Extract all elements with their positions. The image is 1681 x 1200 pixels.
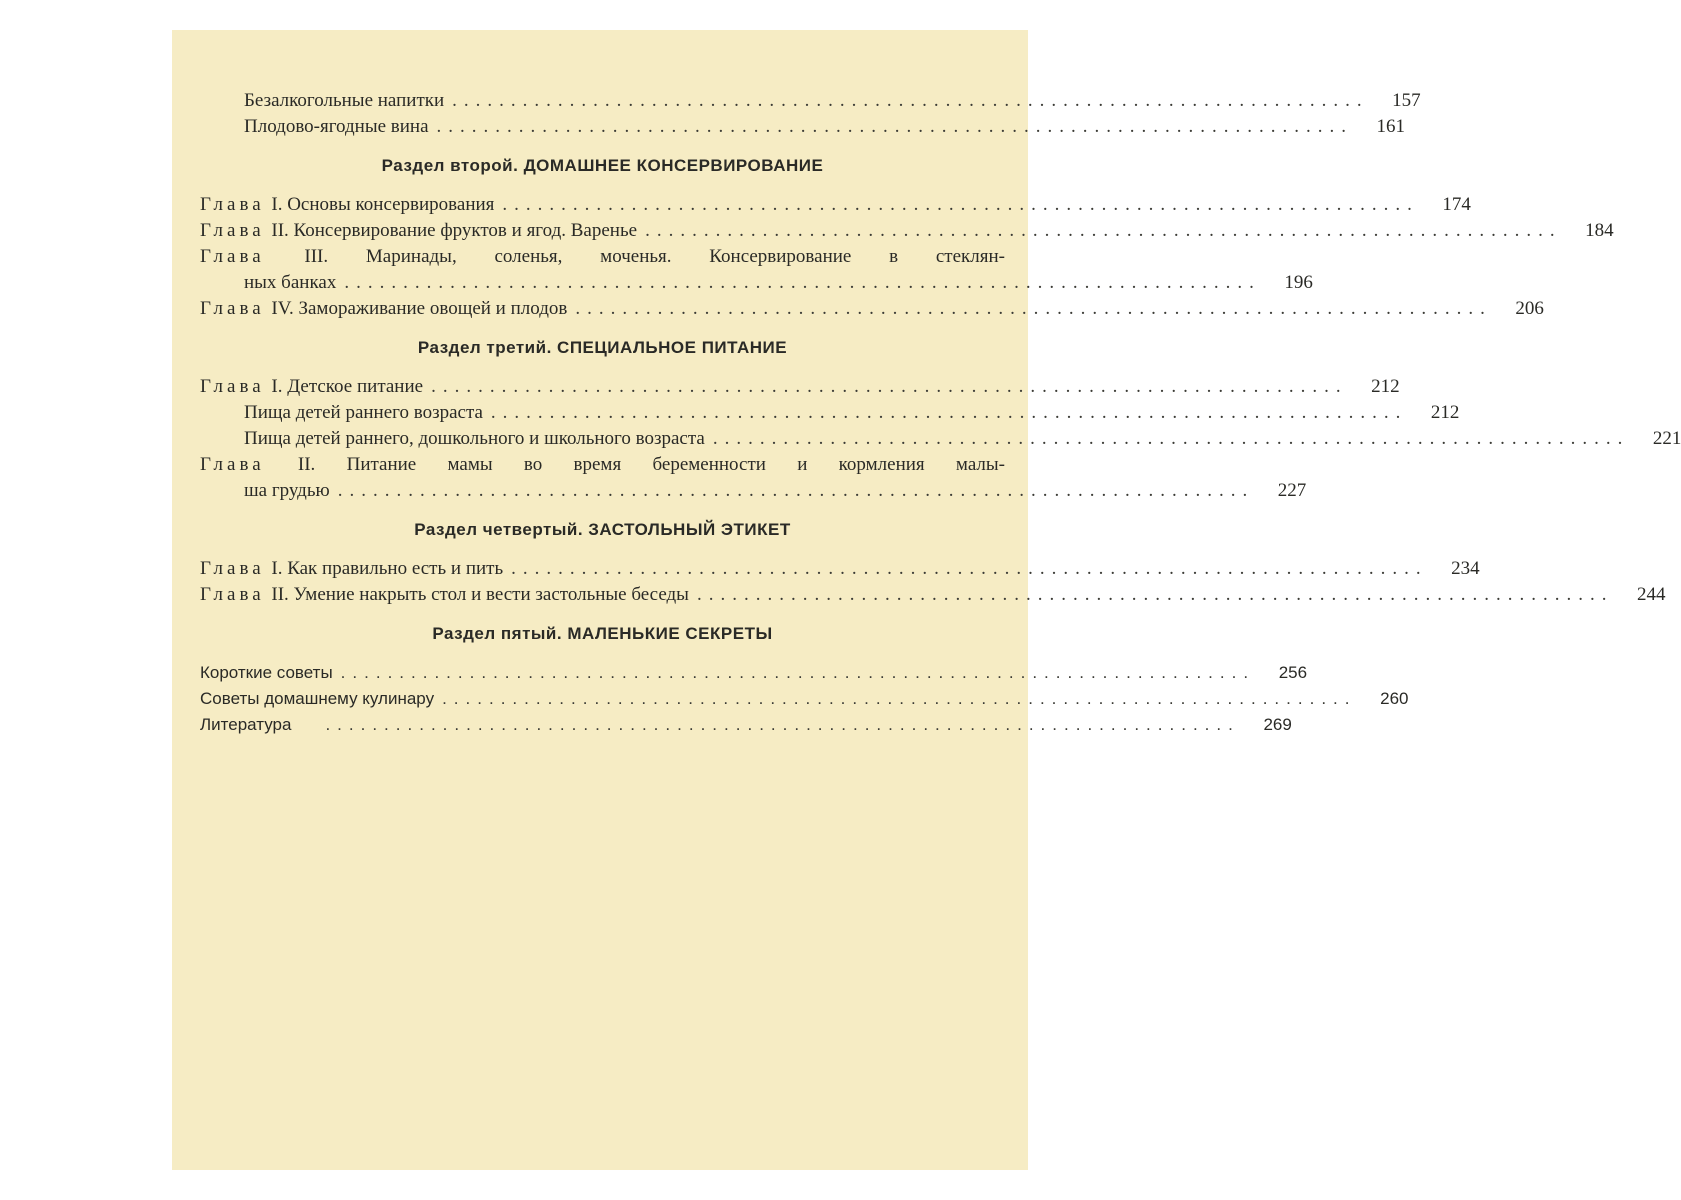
toc-entry-title: Советы домашнему кулинару	[200, 689, 435, 708]
chapter-label: Глава	[200, 298, 265, 319]
toc-page-number: 161	[1376, 116, 1406, 137]
dot-leader: ..............................................................................	[502, 194, 1419, 215]
chapter-title: I. Как правильно есть и пить	[271, 558, 504, 579]
toc-entry-title	[200, 192, 494, 218]
toc-entry[interactable]	[200, 218, 1614, 244]
chapter-label: Глава	[200, 194, 265, 215]
dot-leader: ..............................................................................	[575, 298, 1492, 319]
dot-leader: ..............................................................................	[325, 715, 1240, 734]
book-page	[172, 30, 1681, 1170]
toc-page-number: 256	[1278, 663, 1308, 682]
chapter-title: II. Консервирование фруктов и ягод. Варенье	[271, 220, 638, 241]
section-title: ДОМАШНЕЕ КОНСЕРВИРОВАНИЕ	[523, 156, 824, 175]
toc-entry-title: Безалкогольные напитки	[244, 90, 445, 111]
toc-entry-title: Короткие советы	[200, 663, 333, 682]
toc-page-number: 227	[1277, 480, 1307, 501]
chapter-label: Глава	[200, 454, 265, 475]
section-prefix: Раздел пятый.	[432, 624, 563, 643]
toc-page-number: 174	[1442, 194, 1471, 215]
toc-entry-title	[200, 218, 637, 244]
toc-entry-title	[200, 582, 689, 608]
toc-page-number: 184	[1585, 220, 1614, 241]
toc-entry-continuation[interactable]	[200, 478, 1307, 504]
dot-leader: ..............................................................................	[337, 480, 1255, 501]
section-heading	[200, 336, 1005, 360]
toc-page-number: 260	[1380, 689, 1409, 708]
toc-entry-title-cont: ных банках	[244, 272, 337, 293]
section-prefix: Раздел четвертый.	[414, 520, 584, 539]
dot-leader: ..............................................................................	[511, 558, 1428, 579]
toc-page-number: 206	[1515, 298, 1544, 319]
toc-entry[interactable]	[200, 296, 1544, 322]
toc-entry[interactable]	[200, 374, 1400, 400]
toc-entry-title: Пища детей раннего возраста	[244, 402, 483, 423]
toc-entry[interactable]	[200, 582, 1666, 608]
toc-page-number: 196	[1284, 272, 1313, 293]
toc-entry-title	[200, 244, 1005, 270]
toc-entry[interactable]	[200, 556, 1480, 582]
toc-entry[interactable]	[200, 88, 1421, 114]
toc-entry-title	[200, 452, 1005, 478]
dot-leader: ..............................................................................	[452, 90, 1369, 111]
section-prefix: Раздел третий.	[417, 338, 552, 357]
toc-entry[interactable]	[200, 452, 1005, 478]
dot-leader: ..............................................................................	[431, 376, 1348, 397]
chapter-title: IV. Замораживание овощей и плодов	[271, 298, 568, 319]
dot-leader: ..............................................................................	[696, 584, 1614, 605]
chapter-title: III. Маринады, соленья, моченья. Консервирование в стеклян-	[304, 246, 1005, 267]
toc-entry-title: Литература	[200, 715, 292, 734]
toc-entry[interactable]	[200, 114, 1406, 140]
dot-leader: ..............................................................................	[490, 402, 1408, 423]
toc-entry-title	[200, 556, 503, 582]
toc-entry-continuation[interactable]	[200, 270, 1313, 296]
toc-entry[interactable]	[200, 400, 1460, 426]
toc-entry[interactable]	[200, 244, 1005, 270]
dot-leader: ..............................................................................	[344, 272, 1261, 293]
dot-leader: ..............................................................................	[645, 220, 1562, 241]
section-heading	[200, 622, 1005, 646]
toc-entry[interactable]	[200, 712, 1292, 738]
chapter-title: II. Умение накрыть стол и вести застольные беседы	[271, 584, 689, 605]
chapter-title: I. Основы консервирования	[271, 194, 495, 215]
toc-page-number: 221	[1652, 428, 1681, 449]
chapter-label: Глава	[200, 220, 265, 241]
toc-entry[interactable]	[200, 686, 1409, 712]
toc-page-number: 212	[1371, 376, 1400, 397]
dot-leader: ..............................................................................	[442, 689, 1357, 708]
chapter-title: I. Детское питание	[271, 376, 424, 397]
toc-page-number: 269	[1263, 715, 1292, 734]
section-title: СПЕЦИАЛЬНОЕ ПИТАНИЕ	[557, 338, 788, 357]
toc-entry[interactable]	[200, 660, 1308, 686]
toc-entry-title: Плодово-ягодные вина	[244, 116, 429, 137]
section-heading	[200, 518, 1005, 542]
chapter-label: Глава	[200, 558, 265, 579]
toc-entry-title-cont: ша грудью	[244, 480, 330, 501]
chapter-label: Глава	[200, 246, 265, 267]
dot-leader: ..............................................................................	[712, 428, 1630, 449]
table-of-contents	[200, 88, 1681, 738]
toc-page-number: 157	[1392, 90, 1421, 111]
section-title: МАЛЕНЬКИЕ СЕКРЕТЫ	[567, 624, 773, 643]
chapter-label: Глава	[200, 584, 265, 605]
section-title: ЗАСТОЛЬНЫЙ ЭТИКЕТ	[588, 520, 791, 539]
dot-leader: ..............................................................................	[340, 663, 1256, 682]
toc-entry-title	[200, 374, 423, 400]
section-prefix: Раздел второй.	[381, 156, 519, 175]
section-heading	[200, 154, 1005, 178]
toc-page-number: 244	[1636, 584, 1666, 605]
appendix-entries	[200, 660, 1409, 738]
dot-leader: ..............................................................................	[436, 116, 1354, 137]
chapter-title: II. Питание мамы во время беременности и кормления малы-	[297, 454, 1005, 475]
toc-entry[interactable]	[200, 426, 1681, 452]
chapter-label: Глава	[200, 376, 265, 397]
toc-page-number: 234	[1451, 558, 1480, 579]
toc-page-number: 212	[1430, 402, 1460, 423]
toc-entry[interactable]	[200, 192, 1471, 218]
toc-entry-title: Пища детей раннего, дошкольного и школьного возраста	[244, 428, 705, 449]
toc-entry-title	[200, 296, 567, 322]
